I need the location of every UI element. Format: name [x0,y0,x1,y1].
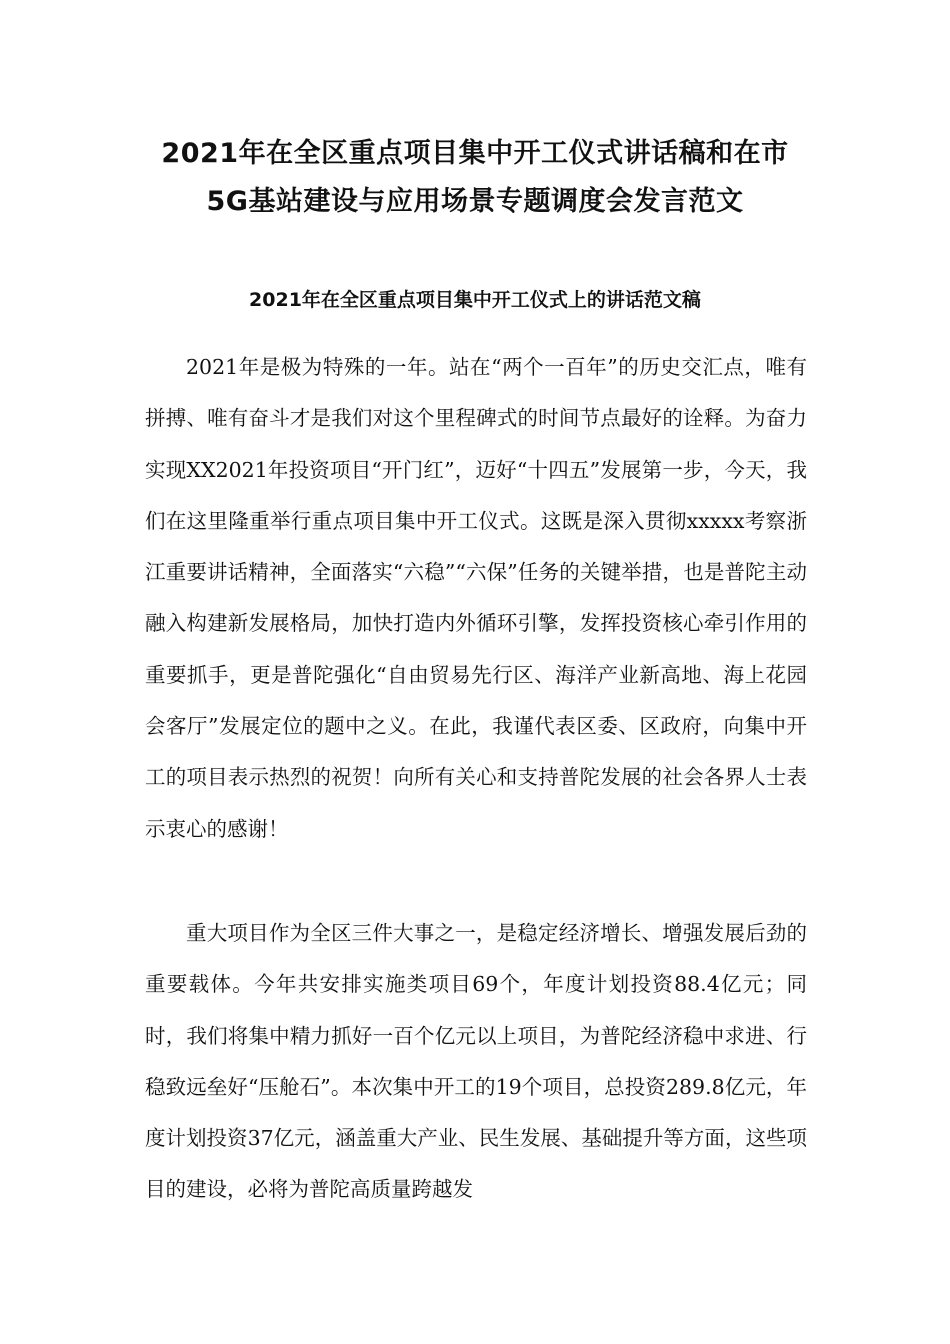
body-paragraph-1: 2021年是极为特殊的一年。站在“两个一百年”的历史交汇点，唯有拼搏、唯有奋斗才是我们对这个里程碑式的时间节点最好的诠释。为奋力实现XX2021年投资项目“开门红”，迈好“十四五”发展第一步，今天，我们在这里隆重举行重点项目集中开工仪式。这既是深入贯彻xxxxx考察浙江重要讲话精神，全面落实“六稳”“六保”任务的关键举措，也是普陀主动融入构建新发展格局，加快打造内外循环引擎，发挥投资核心牵引作用的重要抓手，更是普陀强化“自由贸易先行区、海洋产业新高地、海上花园会客厅”发展定位的题中之义。在此，我谨代表区委、区政府，向集中开工的项目表示热烈的祝贺！向所有关心和支持普陀发展的社会各界人士表示衷心的感谢！ [145,355,807,841]
body-paragraph-2: 重大项目作为全区三件大事之一，是稳定经济增长、增强发展后劲的重要载体。今年共安排实施类项目69个，年度计划投资88.4亿元；同时，我们将集中精力抓好一百个亿元以上项目，为普陀经济稳中求进、行稳致远垒好“压舱石”。本次集中开工的19个项目，总投资289.8亿元，年度计划投资37亿元，涵盖重大产业、民生发展、基础提升等方面，这些项目的建设，必将为普陀高质量跨越发 [145,921,807,1202]
document-title-line-2: 5G基站建设与应用场景专题调度会发言范文 [206,186,744,217]
document-title-line-1: 2021年在全区重点项目集中开工仪式讲话稿和在市 [161,138,789,169]
section-title: 2021年在全区重点项目集中开工仪式上的讲话范文稿 [249,289,701,311]
